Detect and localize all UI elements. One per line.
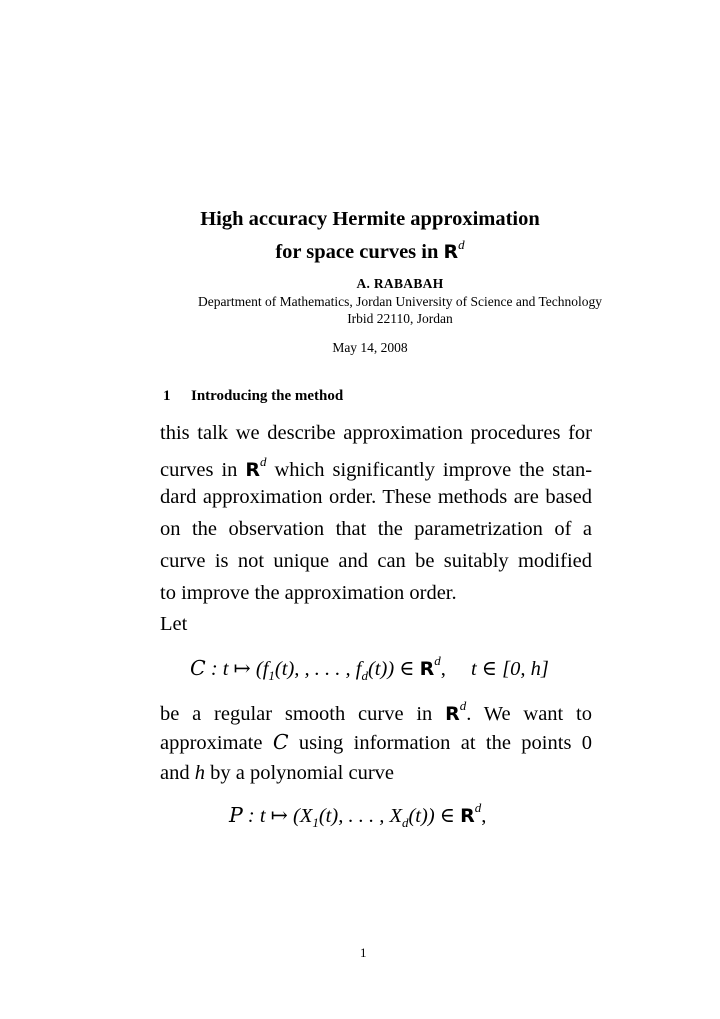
dimension-superscript: d	[458, 237, 465, 252]
real-numbers-symbol: R	[443, 241, 459, 263]
body-line: approximate C using information at the points 0	[160, 730, 593, 754]
curve-symbol-c: C	[272, 730, 289, 754]
paper-title-line-2	[0, 232, 720, 265]
paper-title-line-1: High accuracy Hermite approximation	[200, 208, 540, 230]
body-line: be a regular smooth curve in $R^d$. We want to	[160, 698, 592, 725]
curve-symbol-p: P	[229, 803, 243, 827]
section-number: 1	[163, 388, 171, 404]
body-line: on the observation that the parametrization of a	[160, 518, 592, 540]
affiliation-line-1: Department of Mathematics, Jordan University of Science and Technology	[197, 294, 603, 309]
equation-curve-c: C : t ↦ ($f_1(t)$, , . . . , $f_d(t)$) ∈ $R^d$, t ∈ [0, h]	[190, 653, 549, 683]
body-line: curves in $R^d$ which significantly improve the stan-	[160, 454, 593, 481]
real-numbers-symbol: R	[460, 805, 475, 827]
section-title: Introducing the method	[191, 388, 344, 404]
body-line: dard approximation order. These methods are based	[160, 486, 592, 508]
body-line: to improve the approximation order.	[160, 582, 457, 604]
section-heading	[163, 388, 343, 405]
page-number: 1	[360, 945, 367, 960]
real-numbers-symbol: R	[419, 658, 435, 680]
affiliation-line-2: Irbid 22110, Jordan	[347, 311, 453, 326]
equation-curve-p: P : t ↦ ($X_1(t)$, . . . , $X_d(t)$) ∈ $R^d$,	[229, 800, 487, 830]
title-text: for space curves in	[275, 241, 439, 263]
body-line: curve is not unique and can be suitably modified	[160, 550, 592, 572]
real-numbers-symbol: R	[245, 459, 260, 481]
real-numbers-symbol: R	[445, 703, 460, 725]
body-line: this talk we describe approximation procedures for	[160, 422, 592, 444]
body-line: and h by a polynomial curve	[160, 762, 394, 784]
author-name: A. RABABAH	[356, 276, 444, 291]
curve-symbol-c: C	[190, 656, 206, 680]
body-line: Let	[160, 613, 188, 635]
parameter-range: t ∈ [0, h]	[470, 658, 549, 680]
paper-date: May 14, 2008	[332, 340, 408, 355]
